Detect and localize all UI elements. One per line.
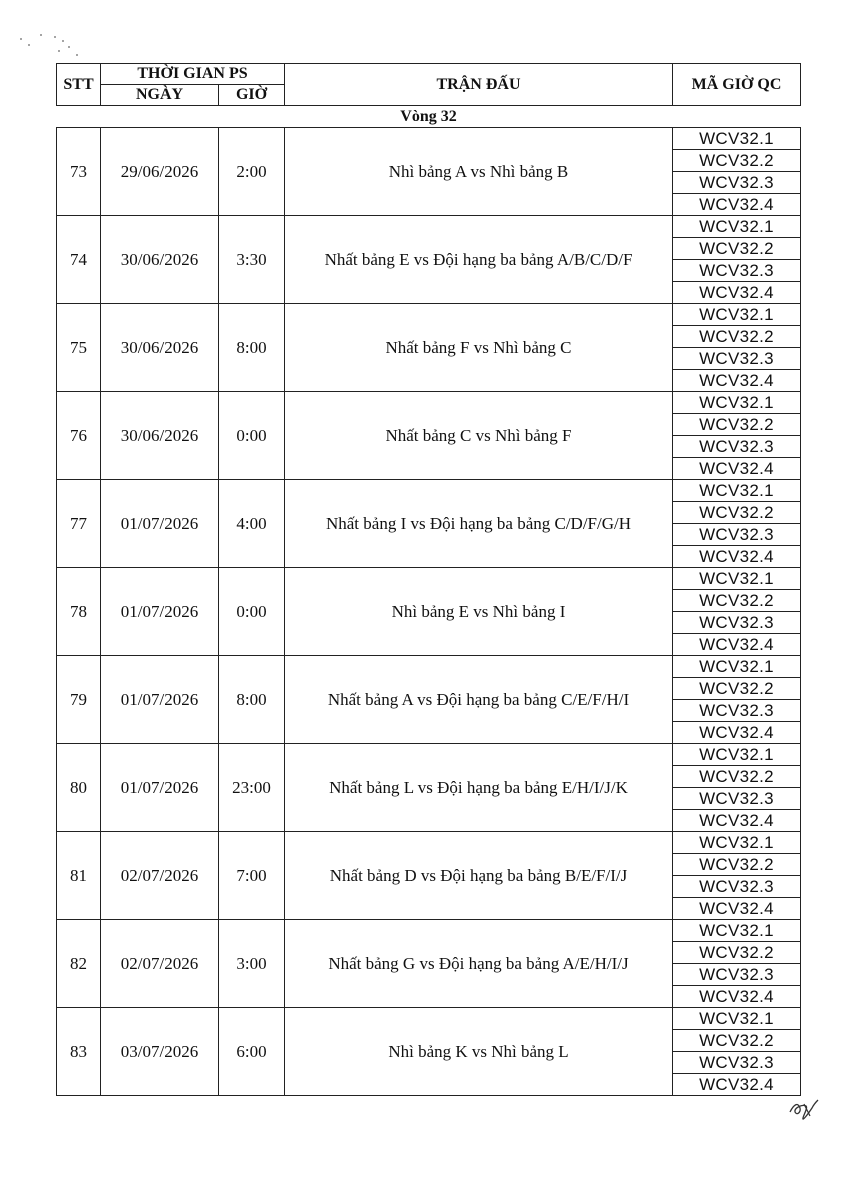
ad-code: WCV32.2 [673, 238, 801, 260]
match-stt: 76 [57, 392, 101, 480]
ad-code: WCV32.2 [673, 1030, 801, 1052]
match-date: 30/06/2026 [101, 304, 219, 392]
match-stt: 75 [57, 304, 101, 392]
match-stt: 77 [57, 480, 101, 568]
ad-code: WCV32.1 [673, 568, 801, 590]
header-code: MÃ GIỜ QC [673, 64, 801, 106]
match-row [57, 480, 801, 502]
match-stt: 74 [57, 216, 101, 304]
ad-code: WCV32.3 [673, 788, 801, 810]
ad-code: WCV32.1 [673, 1008, 801, 1030]
match-time: 3:30 [219, 216, 285, 304]
ad-code: WCV32.4 [673, 194, 801, 216]
match-time: 8:00 [219, 304, 285, 392]
match-date: 02/07/2026 [101, 832, 219, 920]
match-date: 01/07/2026 [101, 744, 219, 832]
ad-code: WCV32.4 [673, 282, 801, 304]
match-name: Nhất bảng L vs Đội hạng ba bảng E/H/I/J/K [285, 744, 673, 832]
match-name: Nhất bảng C vs Nhì bảng F [285, 392, 673, 480]
match-stt: 83 [57, 1008, 101, 1096]
ad-code: WCV32.2 [673, 326, 801, 348]
ad-code: WCV32.3 [673, 524, 801, 546]
match-name: Nhất bảng A vs Đội hạng ba bảng C/E/F/H/I [285, 656, 673, 744]
ad-code: WCV32.4 [673, 546, 801, 568]
ad-code: WCV32.1 [673, 128, 801, 150]
ad-code: WCV32.4 [673, 1074, 801, 1096]
ad-code: WCV32.2 [673, 590, 801, 612]
ad-code: WCV32.3 [673, 700, 801, 722]
match-row [57, 656, 801, 678]
ad-code: WCV32.3 [673, 612, 801, 634]
ad-code: WCV32.2 [673, 414, 801, 436]
match-stt: 80 [57, 744, 101, 832]
ad-code: WCV32.3 [673, 260, 801, 282]
ad-code: WCV32.1 [673, 480, 801, 502]
ad-code: WCV32.2 [673, 942, 801, 964]
match-date: 01/07/2026 [101, 568, 219, 656]
match-row [57, 920, 801, 942]
ad-code: WCV32.1 [673, 304, 801, 326]
header-match: TRẬN ĐẤU [285, 64, 673, 106]
header-hour: GIỜ [219, 85, 285, 106]
match-date: 29/06/2026 [101, 128, 219, 216]
match-row [57, 832, 801, 854]
schedule-table [56, 63, 801, 1096]
match-time: 0:00 [219, 392, 285, 480]
ad-code: WCV32.4 [673, 634, 801, 656]
match-stt: 82 [57, 920, 101, 1008]
match-row [57, 128, 801, 150]
ad-code: WCV32.1 [673, 392, 801, 414]
ad-code: WCV32.4 [673, 810, 801, 832]
match-time: 3:00 [219, 920, 285, 1008]
match-row [57, 1008, 801, 1030]
ad-code: WCV32.1 [673, 744, 801, 766]
ad-code: WCV32.1 [673, 832, 801, 854]
match-time: 23:00 [219, 744, 285, 832]
match-stt: 73 [57, 128, 101, 216]
ad-code: WCV32.3 [673, 172, 801, 194]
match-date: 30/06/2026 [101, 392, 219, 480]
header-date: NGÀY [101, 85, 219, 106]
match-name: Nhất bảng E vs Đội hạng ba bảng A/B/C/D/F [285, 216, 673, 304]
match-row [57, 304, 801, 326]
match-time: 8:00 [219, 656, 285, 744]
match-date: 01/07/2026 [101, 656, 219, 744]
match-name: Nhất bảng D vs Đội hạng ba bảng B/E/F/I/J [285, 832, 673, 920]
ad-code: WCV32.2 [673, 502, 801, 524]
match-date: 03/07/2026 [101, 1008, 219, 1096]
match-name: Nhất bảng F vs Nhì bảng C [285, 304, 673, 392]
match-row [57, 568, 801, 590]
ad-code: WCV32.3 [673, 876, 801, 898]
scan-speckle-mark [18, 30, 78, 60]
match-name: Nhì bảng A vs Nhì bảng B [285, 128, 673, 216]
ad-code: WCV32.1 [673, 656, 801, 678]
header-time-group: THỜI GIAN PS [101, 64, 285, 85]
match-stt: 78 [57, 568, 101, 656]
ad-code: WCV32.4 [673, 458, 801, 480]
ad-code: WCV32.2 [673, 854, 801, 876]
ad-code: WCV32.4 [673, 986, 801, 1008]
ad-code: WCV32.3 [673, 436, 801, 458]
ad-code: WCV32.1 [673, 920, 801, 942]
round-title: Vòng 32 [57, 106, 801, 128]
ad-code: WCV32.2 [673, 766, 801, 788]
round-title-row [57, 106, 801, 128]
match-name: Nhì bảng E vs Nhì bảng I [285, 568, 673, 656]
match-row [57, 744, 801, 766]
ad-code: WCV32.3 [673, 964, 801, 986]
ad-code: WCV32.3 [673, 1052, 801, 1074]
match-time: 7:00 [219, 832, 285, 920]
ad-code: WCV32.4 [673, 898, 801, 920]
match-stt: 81 [57, 832, 101, 920]
header-stt: STT [57, 64, 101, 106]
match-time: 4:00 [219, 480, 285, 568]
ad-code: WCV32.3 [673, 348, 801, 370]
match-stt: 79 [57, 656, 101, 744]
match-row [57, 392, 801, 414]
ad-code: WCV32.2 [673, 678, 801, 700]
match-date: 02/07/2026 [101, 920, 219, 1008]
match-time: 2:00 [219, 128, 285, 216]
signature-mark [786, 1094, 822, 1124]
ad-code: WCV32.4 [673, 722, 801, 744]
match-time: 6:00 [219, 1008, 285, 1096]
match-name: Nhất bảng G vs Đội hạng ba bảng A/E/H/I/J [285, 920, 673, 1008]
match-row [57, 216, 801, 238]
match-name: Nhì bảng K vs Nhì bảng L [285, 1008, 673, 1096]
ad-code: WCV32.1 [673, 216, 801, 238]
ad-code: WCV32.2 [673, 150, 801, 172]
match-time: 0:00 [219, 568, 285, 656]
match-date: 30/06/2026 [101, 216, 219, 304]
header-row [57, 64, 801, 85]
match-date: 01/07/2026 [101, 480, 219, 568]
match-name: Nhất bảng I vs Đội hạng ba bảng C/D/F/G/H [285, 480, 673, 568]
ad-code: WCV32.4 [673, 370, 801, 392]
